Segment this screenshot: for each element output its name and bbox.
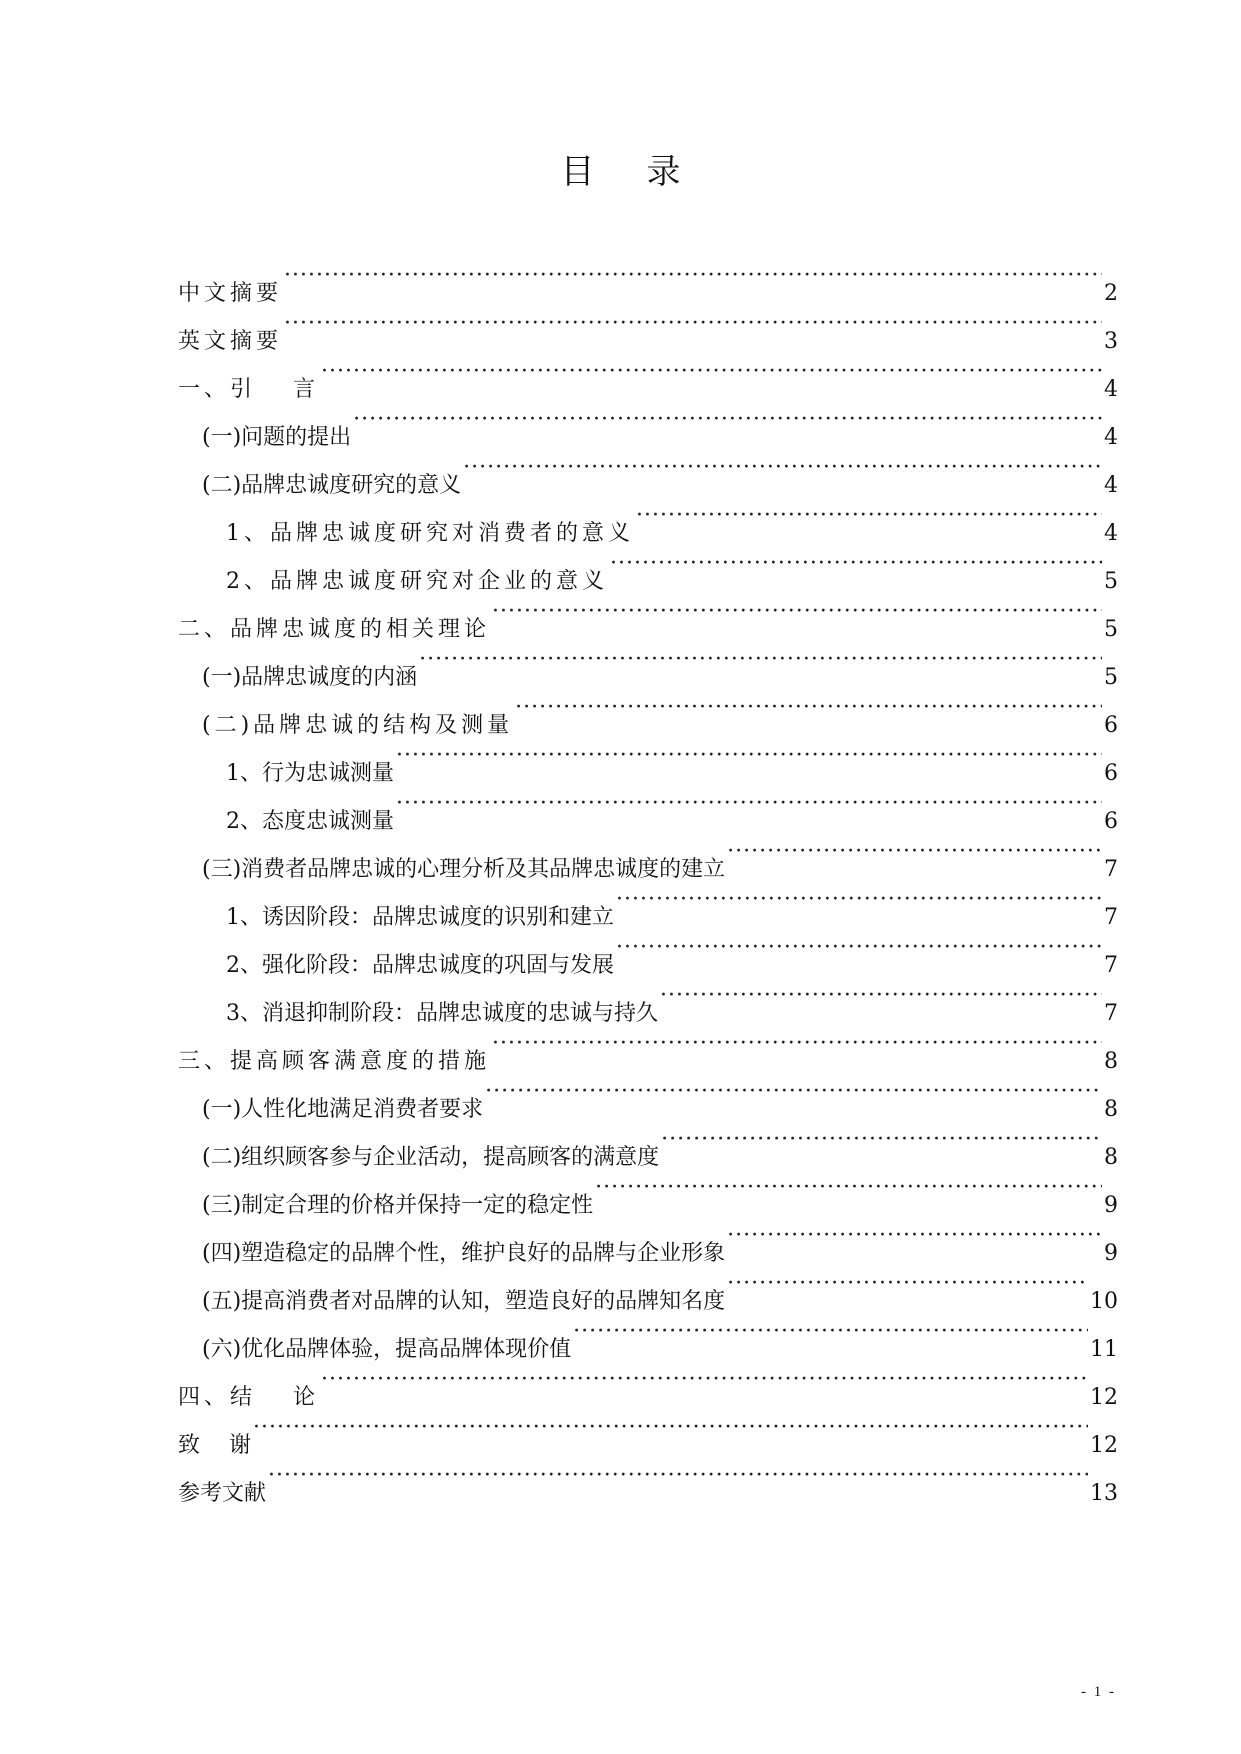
toc-leader-dots xyxy=(595,1164,1102,1212)
toc-leader-dots xyxy=(636,492,1102,540)
toc-leader-dots xyxy=(463,444,1102,492)
toc-entry-page: 7 xyxy=(1104,953,1118,978)
table-of-contents xyxy=(178,252,1118,1506)
toc-entry-label: (三)消费者品牌忠诚的心理分析及其品牌忠诚度的建立 xyxy=(202,857,726,882)
toc-entry-page: 4 xyxy=(1104,377,1118,402)
toc-entry-label: 3、消退抑制阶段：品牌忠诚度的忠诚与持久 xyxy=(226,1001,658,1026)
toc-entry-label: (二)品牌忠诚的结构及测量 xyxy=(202,713,514,738)
toc-entry[interactable] xyxy=(178,396,1118,450)
toc-leader-dots xyxy=(268,1452,1088,1500)
toc-leader-dots xyxy=(492,1020,1102,1068)
toc-entry-page: 4 xyxy=(1104,425,1118,450)
toc-entry-page: 2 xyxy=(1104,281,1118,306)
toc-entry-label: 1、品牌忠诚度研究对消费者的意义 xyxy=(226,521,634,546)
toc-entry-label: 1、行为忠诚测量 xyxy=(226,761,394,786)
toc-entry-label: 二、品牌忠诚度的相关理论 xyxy=(178,617,491,642)
toc-leader-dots xyxy=(396,732,1102,780)
toc-entry-page: 7 xyxy=(1104,857,1118,882)
page-number: - 1 - xyxy=(1081,1684,1116,1700)
toc-leader-dots xyxy=(284,300,1102,348)
toc-entry-label: (一)问题的提出 xyxy=(202,425,352,450)
toc-entry-page: 6 xyxy=(1104,761,1118,786)
page-title: 目录 xyxy=(560,152,733,192)
toc-entry-page: 4 xyxy=(1104,521,1118,546)
toc-entry-page: 7 xyxy=(1104,1001,1118,1026)
toc-entry-page: 9 xyxy=(1104,1193,1118,1218)
toc-entry-label: 参考文献 xyxy=(178,1481,267,1506)
toc-entry[interactable] xyxy=(178,348,1118,402)
toc-entry-label: (六)优化品牌体验，提高品牌体现价值 xyxy=(202,1337,572,1362)
toc-entry-page: 13 xyxy=(1090,1481,1118,1506)
toc-entry-page: 8 xyxy=(1104,1097,1118,1122)
toc-entry-label: 英文摘要 xyxy=(178,329,283,354)
toc-entry-page: 5 xyxy=(1104,617,1118,642)
toc-entry-page: 5 xyxy=(1104,569,1118,594)
toc-leader-dots xyxy=(485,1068,1102,1116)
toc-leader-dots xyxy=(515,684,1102,732)
toc-entry-page: 8 xyxy=(1104,1145,1118,1170)
toc-entry-label: (一)人性化地满足消费者要求 xyxy=(202,1097,484,1122)
toc-entry-label: (二)组织顾客参与企业活动，提高顾客的满意度 xyxy=(202,1145,660,1170)
toc-entry-label: (二)品牌忠诚度研究的意义 xyxy=(202,473,462,498)
toc-entry-page: 12 xyxy=(1090,1385,1118,1410)
toc-entry-page: 3 xyxy=(1104,329,1118,354)
toc-entry-label: (五)提高消费者对品牌的认知，塑造良好的品牌知名度 xyxy=(202,1289,726,1314)
toc-entry-label: 三、提高顾客满意度的措施 xyxy=(178,1049,491,1074)
toc-leader-dots xyxy=(253,1404,1088,1452)
toc-entry-page: 8 xyxy=(1104,1049,1118,1074)
toc-entry-page: 6 xyxy=(1104,809,1118,834)
toc-leader-dots xyxy=(727,1212,1102,1260)
toc-leader-dots xyxy=(419,636,1102,684)
toc-entry-page: 10 xyxy=(1090,1289,1118,1314)
toc-leader-dots xyxy=(616,876,1102,924)
toc-entry[interactable] xyxy=(178,252,1118,306)
toc-entry-label: 2、强化阶段：品牌忠诚度的巩固与发展 xyxy=(226,953,614,978)
toc-leader-dots xyxy=(610,540,1102,588)
toc-entry-label: 致 谢 xyxy=(178,1433,251,1458)
toc-entry-page: 7 xyxy=(1104,905,1118,930)
toc-entry-label: 2、品牌忠诚度研究对企业的意义 xyxy=(226,569,608,594)
toc-entry-label: 一、引 言 xyxy=(178,377,319,402)
toc-entry-label: (四)塑造稳定的品牌个性，维护良好的品牌与企业形象 xyxy=(202,1241,726,1266)
toc-leader-dots xyxy=(660,972,1102,1020)
toc-leader-dots xyxy=(321,1356,1088,1404)
toc-leader-dots xyxy=(396,780,1102,828)
toc-leader-dots xyxy=(321,348,1102,396)
toc-entry-label: 1、诱因阶段：品牌忠诚度的识别和建立 xyxy=(226,905,614,930)
toc-entry-page: 4 xyxy=(1104,473,1118,498)
toc-leader-dots xyxy=(353,396,1102,444)
toc-entry-label: 四、结 论 xyxy=(178,1385,319,1410)
toc-entry-label: 中文摘要 xyxy=(178,281,283,306)
toc-leader-dots xyxy=(492,588,1102,636)
toc-leader-dots xyxy=(573,1308,1088,1356)
toc-leader-dots xyxy=(727,1260,1088,1308)
toc-leader-dots xyxy=(727,828,1102,876)
toc-entry-page: 11 xyxy=(1090,1337,1118,1362)
toc-leader-dots xyxy=(661,1116,1102,1164)
toc-entry-label: 2、态度忠诚测量 xyxy=(226,809,394,834)
toc-leader-dots xyxy=(616,924,1102,972)
toc-entry-label: (一)品牌忠诚度的内涵 xyxy=(202,665,418,690)
toc-entry-page: 6 xyxy=(1104,713,1118,738)
toc-entry-label: (三)制定合理的价格并保持一定的稳定性 xyxy=(202,1193,594,1218)
toc-entry-page: 5 xyxy=(1104,665,1118,690)
toc-entry-page: 9 xyxy=(1104,1241,1118,1266)
toc-entry[interactable] xyxy=(178,1404,1118,1458)
toc-leader-dots xyxy=(284,252,1102,300)
toc-entry-page: 12 xyxy=(1090,1433,1118,1458)
toc-entry[interactable] xyxy=(178,1452,1118,1506)
toc-entry[interactable] xyxy=(178,300,1118,354)
